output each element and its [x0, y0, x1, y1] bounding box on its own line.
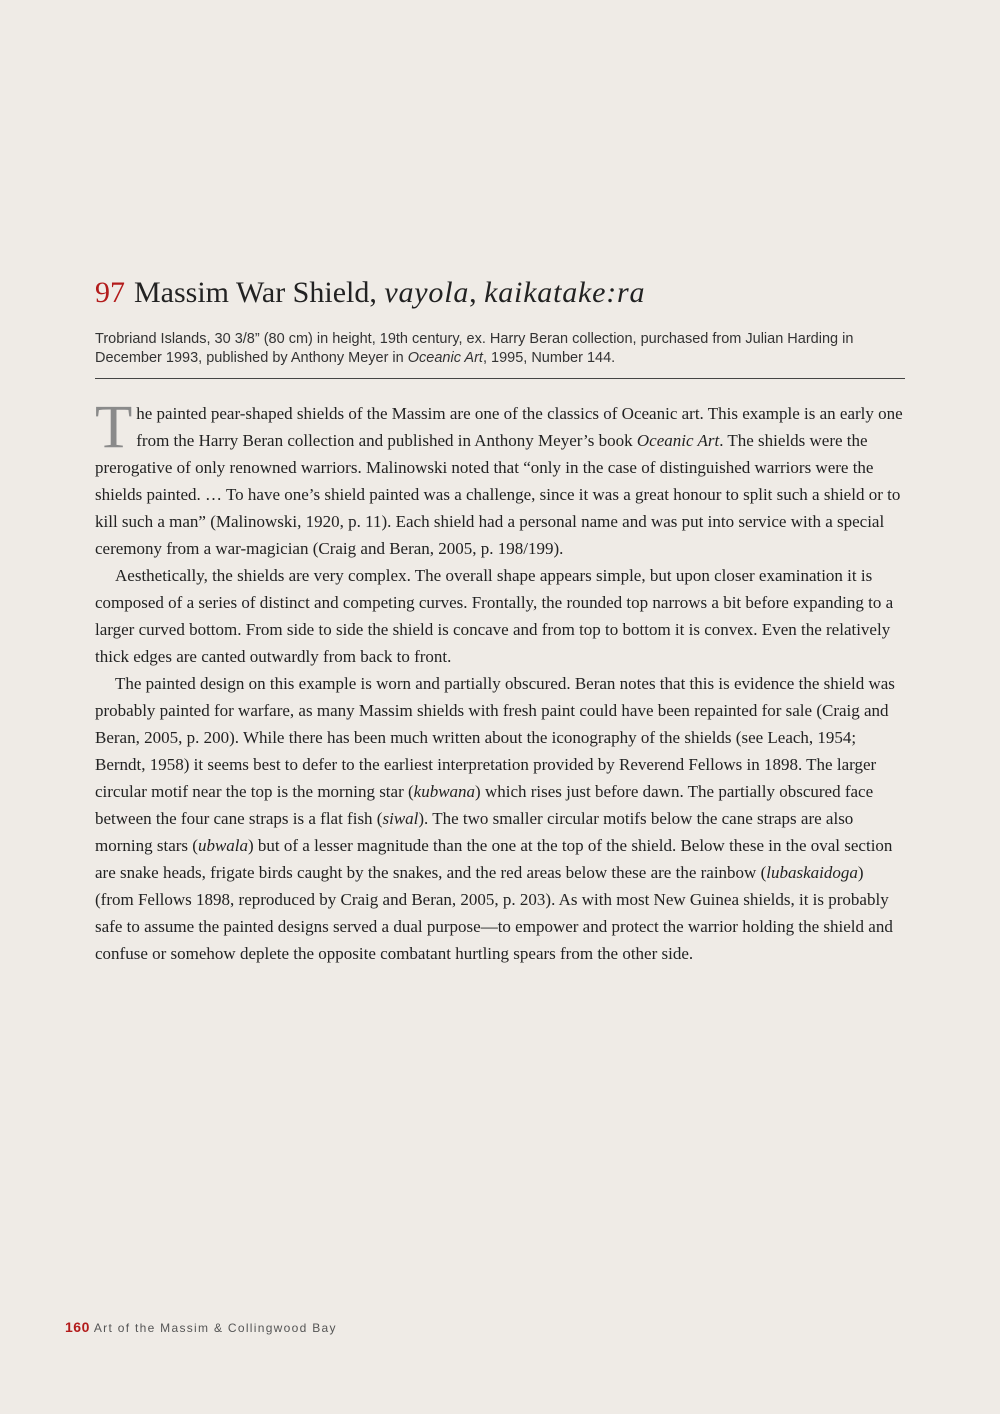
term-ubwala: ubwala	[197, 836, 248, 855]
term-lubaskaidoga: lubaskaidoga	[766, 863, 858, 882]
native-name-vayola: vayola	[384, 276, 470, 309]
paragraph-1: The painted pear-shaped shields of the Massim are one of the classics of Oceanic art. This example is an early one from the Harry Beran collection and published in Anthony Meyer’s book Oceanic Art. The shields were the prerogative of only renowned warriors. Malinowski noted that “only in the case of distinguished warriors were the shields painted. … To have one’s shield painted was a challenge, since it was a great honour to split such a shield or to kill such a man” (Malinowski, 1920, p. 11). Each shield had a personal name and was put into service with a special ceremony from a war-magician (Craig and Beran, 2005, p. 198/199).	[95, 394, 903, 558]
page-number: 160	[65, 1319, 90, 1335]
article-body	[95, 394, 905, 967]
entry-number: 97	[95, 276, 125, 309]
provenance-book-title: Oceanic Art	[407, 350, 483, 366]
title-comma: ,	[469, 276, 477, 309]
divider-rule	[95, 378, 905, 379]
paragraph-3: The painted design on this example is worn and partially obscured. Beran notes that this is evidence the shield was probably painted for warfare, as many Massim shields with fresh paint could have been repainted for sale (Craig and Beran, 2005, p. 200). While there has been much written about the iconography of the shields (see Leach, 1954; Berndt, 1958) it seems best to defer to the earliest interpretation provided by Reverend Fellows in 1898. The larger circular motif near the top is the morning star (kubwana) which rises just before dawn. The partially obscured face between the four cane straps is a flat fish (siwal). The two smaller circular motifs below the cane straps are also morning stars (ubwala) but of a lesser magnitude than the one at the top of the shield. Below these in the oval section are snake heads, frigate birds caught by the snakes, and the red areas below these are the rainbow (lubaskaidoga) (from Fellows 1898, reproduced by Craig and Beran, 2005, p. 203). As with most New Guinea shields, it is probably safe to assume the painted designs served a dual purpose—to empower and protect the warrior holding the shield and confuse or somehow deplete the opposite combatant hurtling spears from the other side.	[95, 674, 895, 963]
entry-title-text: Massim War Shield,	[134, 276, 377, 309]
term-siwal: siwal	[382, 809, 419, 828]
drop-cap: T	[95, 394, 133, 461]
term-kubwana: kubwana	[413, 782, 476, 801]
body-book-title: Oceanic Art	[636, 431, 720, 450]
entry-title	[95, 276, 905, 310]
provenance-caption: Trobriand Islands, 30 3/8” (80 cm) in height, 19th century, ex. Harry Beran collection, purchased from Julian Harding in December 1993, published by Anthony Meyer in Oceanic Art, 1995, Number 144.	[95, 331, 854, 366]
native-name-kaikatakera: kaikatake:ra	[484, 276, 646, 309]
running-title: Art of the Massim & Collingwood Bay	[93, 1321, 337, 1335]
paragraph-2: Aesthetically, the shields are very complex. The overall shape appears simple, but upon closer examination it is composed of a series of distinct and competing curves. Frontally, the rounded top narrows a bit before expanding to a larger curved bottom. From side to side the shield is concave and from top to bottom it is convex. Even the relatively thick edges are canted outwardly from back to front.	[95, 566, 894, 666]
page-footer	[65, 1319, 337, 1336]
